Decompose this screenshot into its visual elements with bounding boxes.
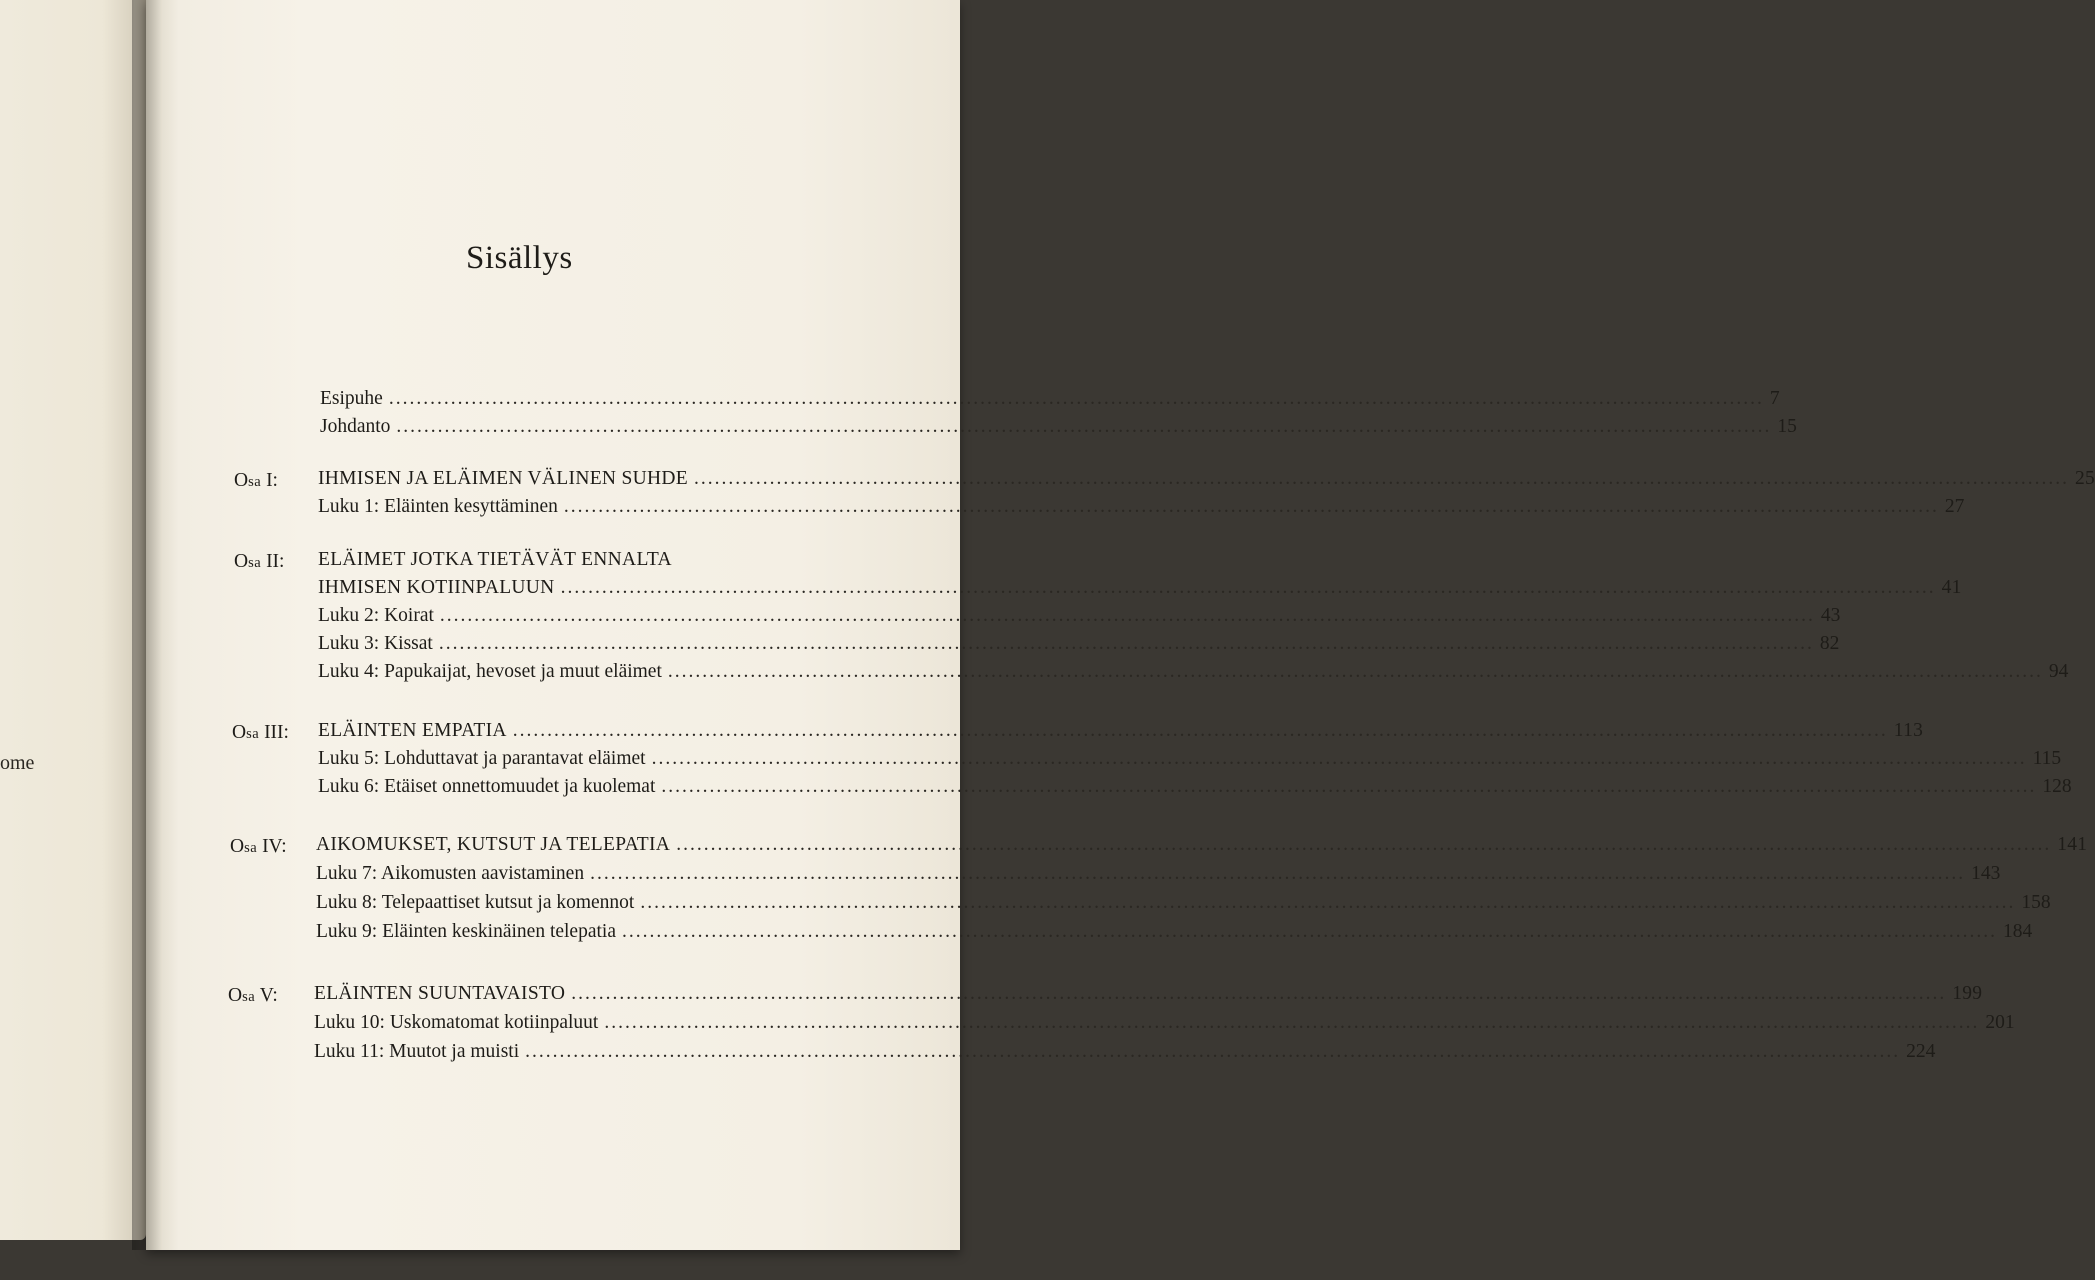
part-label: Osa II:: [234, 551, 285, 572]
part-page: 199: [1952, 983, 1983, 1004]
dot-leader: ........................................................................................................................................................................................................: [676, 834, 2052, 855]
part-title: IHMISEN KOTIINPALUUN: [318, 577, 555, 598]
chapter-page: 201: [1985, 1012, 2015, 1033]
chapter-page: 143: [1971, 863, 2001, 884]
toc-entry-front-matter[interactable]: [320, 388, 1780, 410]
gutter-shadow: [132, 0, 162, 1250]
chapter-label: Luku 8: Telepaattiset kutsut ja komennot: [316, 892, 635, 913]
dot-leader: ........................................................................................................................................................................................................: [438, 633, 1814, 654]
chapter-entry[interactable]: [316, 863, 2001, 885]
dot-leader: ........................................................................................................................................................................................................: [563, 496, 1939, 517]
dot-leader: ........................................................................................................................................................................................................: [560, 577, 1936, 598]
part-label: Osa V:: [228, 985, 278, 1006]
part-page: 41: [1941, 577, 1962, 598]
dot-leader: ........................................................................................................................................................................................................: [661, 776, 2037, 797]
chapter-label: Luku 7: Aikomusten aavistaminen: [316, 863, 585, 884]
part-title: AIKOMUKSET, KUTSUT JA TELEPATIA: [316, 834, 671, 855]
left-page-text-fragment: ome: [0, 752, 35, 774]
part-page: 25: [2074, 468, 2095, 489]
chapter-page: 94: [2048, 661, 2069, 682]
dot-leader: ........................................................................................................................................................................................................: [651, 748, 2027, 769]
part-label: Osa III:: [232, 722, 289, 743]
chapter-entry[interactable]: [318, 661, 2069, 683]
chapter-label: Luku 3: Kissat: [318, 633, 433, 654]
part-label: Osa IV:: [230, 836, 287, 857]
dot-leader: ........................................................................................................................................................................................................: [640, 892, 2016, 913]
toc-entry-front-matter[interactable]: [320, 416, 1797, 438]
dot-leader: ........................................................................................................................................................................................................: [439, 605, 1815, 626]
chapter-page: 82: [1819, 633, 1840, 654]
chapter-entry[interactable]: [314, 1041, 1936, 1063]
chapter-entry[interactable]: [314, 1012, 2015, 1034]
dot-leader: ........................................................................................................................................................................................................: [667, 661, 2043, 682]
part-title: ELÄINTEN SUUNTAVAISTO: [314, 983, 566, 1004]
chapter-page: 115: [2032, 748, 2062, 769]
chapter-label: Luku 9: Eläinten keskinäinen telepatia: [316, 921, 616, 942]
chapter-page: 43: [1820, 605, 1841, 626]
part-page: 141: [2057, 834, 2088, 855]
part-title-line: [318, 549, 810, 571]
toc-entry-label: Esipuhe: [320, 388, 383, 409]
toc-entry-page: 7: [1769, 388, 1780, 409]
dot-leader: ........................................................................................................................................................................................................: [512, 720, 1888, 741]
chapter-label: Luku 2: Koirat: [318, 605, 434, 626]
toc-entry-label: Johdanto: [320, 416, 391, 437]
chapter-entry[interactable]: [318, 776, 2072, 798]
chapter-entry[interactable]: [316, 921, 2033, 943]
part-title-entry[interactable]: [318, 720, 1924, 742]
part-title: ELÄINTEN EMPATIA: [318, 720, 507, 741]
chapter-page: 158: [2021, 892, 2051, 913]
chapter-label: Luku 6: Etäiset onnettomuudet ja kuolemat: [318, 776, 656, 797]
chapter-label: Luku 10: Uskomatomat kotiinpaluut: [314, 1012, 599, 1033]
chapter-page: 224: [1906, 1041, 1936, 1062]
dot-leader: ........................................................................................................................................................................................................: [590, 863, 1966, 884]
dot-leader: ........................................................................................................................................................................................................: [571, 983, 1947, 1004]
chapter-page: 128: [2042, 776, 2072, 797]
part-title-entry[interactable]: [318, 468, 2095, 490]
chapter-entry[interactable]: [318, 605, 1841, 627]
chapter-entry[interactable]: [316, 892, 2051, 914]
dot-leader: ........................................................................................................................................................................................................: [604, 1012, 1980, 1033]
toc-entry-page: 15: [1777, 416, 1797, 437]
chapter-label: Luku 4: Papukaijat, hevoset ja muut eläimet: [318, 661, 662, 682]
part-title: ELÄIMET JOTKA TIETÄVÄT ENNALTA: [318, 549, 672, 570]
chapter-label: Luku 5: Lohduttavat ja parantavat eläimet: [318, 748, 646, 769]
part-title-entry[interactable]: [316, 834, 2088, 856]
part-title-entry[interactable]: [314, 983, 1983, 1005]
chapter-label: Luku 11: Muutot ja muisti: [314, 1041, 520, 1062]
chapter-label: Luku 1: Eläinten kesyttäminen: [318, 496, 558, 517]
chapter-entry[interactable]: [318, 748, 2062, 770]
dot-leader: ........................................................................................................................................................................................................: [396, 416, 1772, 437]
part-title: IHMISEN JA ELÄIMEN VÄLINEN SUHDE: [318, 468, 688, 489]
chapter-entry[interactable]: [318, 633, 1840, 655]
dot-leader: ........................................................................................................................................................................................................: [525, 1041, 1901, 1062]
part-title-entry[interactable]: [318, 577, 1962, 599]
dot-leader: ........................................................................................................................................................................................................: [388, 388, 1764, 409]
part-page: 113: [1893, 720, 1924, 741]
dot-leader: ........................................................................................................................................................................................................: [693, 468, 2069, 489]
chapter-page: 184: [2002, 921, 2033, 942]
dot-leader: ........................................................................................................................................................................................................: [621, 921, 1997, 942]
chapter-page: 27: [1944, 496, 1965, 517]
part-label: Osa I:: [234, 470, 278, 491]
left-page: [0, 0, 146, 1240]
chapter-entry[interactable]: [318, 496, 1965, 518]
page-title: Sisällys: [466, 240, 573, 276]
